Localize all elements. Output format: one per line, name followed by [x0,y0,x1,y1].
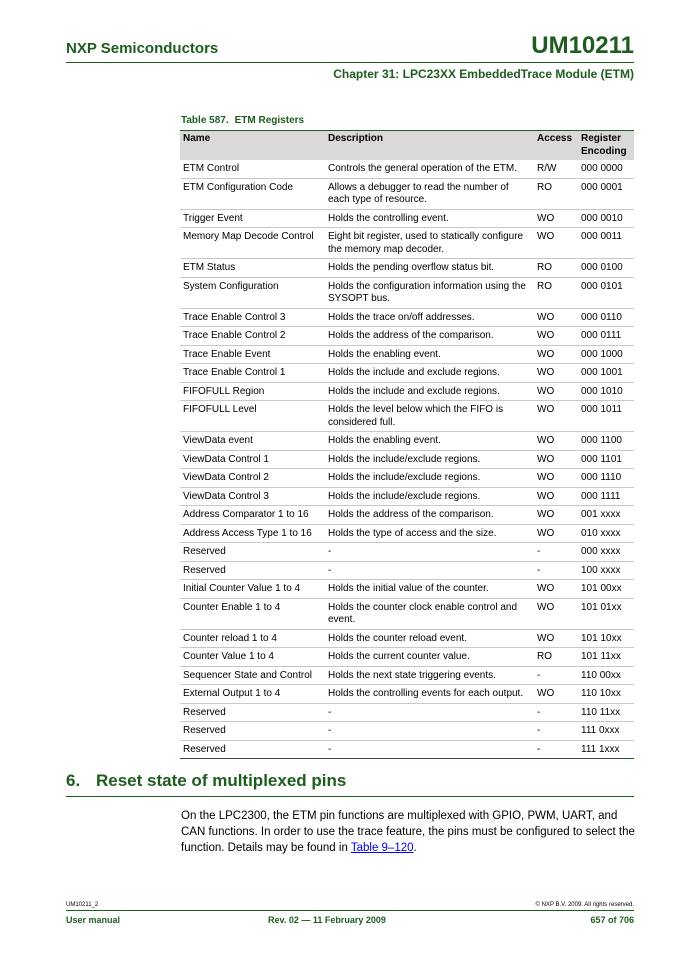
table-row [180,327,634,346]
register-description-cell: Holds the configuration information using the SYSOPT bus. [325,277,534,308]
register-access-cell: WO [534,487,578,506]
section-paragraph [181,808,636,856]
register-encoding-cell: 000 0010 [578,209,634,228]
table-row [180,178,634,209]
table-row [180,487,634,506]
register-encoding-cell: 000 1000 [578,345,634,364]
register-encoding-cell: 000 1101 [578,450,634,469]
register-access-cell: - [534,666,578,685]
register-description-cell: Holds the counter reload event. [325,629,534,648]
register-encoding-cell: 000 0101 [578,277,634,308]
register-access-cell: WO [534,629,578,648]
register-access-cell: - [534,740,578,759]
register-name-cell: ViewData Control 2 [180,469,325,488]
register-description-cell: Holds the include/exclude regions. [325,450,534,469]
register-description-cell: Holds the address of the comparison. [325,327,534,346]
table-caption [181,115,310,126]
register-name-cell: ViewData event [180,432,325,451]
register-name-cell: ETM Status [180,259,325,278]
section-title: Reset state of multiplexed pins [96,771,347,790]
table-row [180,629,634,648]
register-encoding-cell: 110 00xx [578,666,634,685]
register-description-cell: Holds the type of access and the size. [325,524,534,543]
header-divider [66,62,634,63]
register-encoding-cell: 110 10xx [578,685,634,704]
register-name-cell: Address Comparator 1 to 16 [180,506,325,525]
table-row [180,345,634,364]
register-encoding-cell: 000 0100 [578,259,634,278]
table-row [180,506,634,525]
table-row [180,524,634,543]
register-access-cell: - [534,703,578,722]
register-access-cell: WO [534,450,578,469]
register-access-cell: WO [534,401,578,432]
register-description-cell: Holds the enabling event. [325,432,534,451]
register-name-cell: Trace Enable Control 2 [180,327,325,346]
register-name-cell: Sequencer State and Control [180,666,325,685]
table-header-row [180,131,634,161]
footer-doc-kind: User manual [66,915,121,925]
register-description-cell: Holds the controlling event. [325,209,534,228]
register-name-cell: ViewData Control 1 [180,450,325,469]
register-description-cell: Controls the general operation of the ETM. [325,160,534,178]
register-name-cell: Reserved [180,543,325,562]
table-row [180,259,634,278]
table-row [180,543,634,562]
column-header-name: Name [180,131,325,161]
table-row [180,450,634,469]
register-access-cell: WO [534,364,578,383]
register-encoding-cell: 000 0000 [578,160,634,178]
register-description-cell: - [325,722,534,741]
register-access-cell: - [534,722,578,741]
register-access-cell: R/W [534,160,578,178]
chapter-title: Chapter 31: LPC23XX EmbeddedTrace Module (ETM) [333,67,634,81]
register-name-cell: External Output 1 to 4 [180,685,325,704]
footer-doc-code: UM10211_2 [66,902,99,908]
register-access-cell: WO [534,598,578,629]
register-encoding-cell: 100 xxxx [578,561,634,580]
register-encoding-cell: 000 1111 [578,487,634,506]
register-encoding-cell: 000 1010 [578,382,634,401]
register-description-cell: - [325,740,534,759]
register-access-cell: WO [534,432,578,451]
register-name-cell: ETM Control [180,160,325,178]
register-description-cell: Holds the include and exclude regions. [325,364,534,383]
table-title: ETM Registers [234,115,305,126]
section-divider [66,796,634,797]
table-row [180,580,634,599]
footer-revision: Rev. 02 — 11 February 2009 [268,915,386,925]
register-name-cell: Counter reload 1 to 4 [180,629,325,648]
register-description-cell: Holds the counter clock enable control and event. [325,598,534,629]
register-encoding-cell: 111 1xxx [578,740,634,759]
table-row [180,401,634,432]
register-encoding-cell: 000 xxxx [578,543,634,562]
register-encoding-cell: 110 11xx [578,703,634,722]
footer-page-number: 657 of 706 [590,915,634,925]
register-encoding-cell: 000 0110 [578,308,634,327]
register-encoding-cell: 101 01xx [578,598,634,629]
register-encoding-cell: 000 0111 [578,327,634,346]
register-access-cell: RO [534,277,578,308]
register-name-cell: Trace Enable Control 1 [180,364,325,383]
table-row [180,722,634,741]
table-row [180,308,634,327]
register-encoding-cell: 000 0001 [578,178,634,209]
table-row [180,364,634,383]
register-access-cell: WO [534,327,578,346]
table-row [180,160,634,178]
register-name-cell: Address Access Type 1 to 16 [180,524,325,543]
register-name-cell: Reserved [180,561,325,580]
register-name-cell: Counter Enable 1 to 4 [180,598,325,629]
table-row [180,228,634,259]
table-body [180,160,634,759]
register-name-cell: Trace Enable Event [180,345,325,364]
register-access-cell: RO [534,648,578,667]
paragraph-end: . [413,842,417,854]
register-encoding-cell: 000 1001 [578,364,634,383]
register-description-cell: Holds the pending overflow status bit. [325,259,534,278]
register-description-cell: Holds the initial value of the counter. [325,580,534,599]
footer-copyright: © NXP B.V. 2009. All rights reserved. [535,902,634,908]
register-access-cell: WO [534,506,578,525]
etm-registers-table [180,130,634,759]
register-access-cell: WO [534,580,578,599]
register-description-cell: - [325,703,534,722]
register-encoding-cell: 010 xxxx [578,524,634,543]
section-number: 6. [66,771,81,790]
table-link[interactable]: Table 9–120 [350,842,414,854]
register-name-cell: Reserved [180,740,325,759]
register-encoding-cell: 001 xxxx [578,506,634,525]
register-encoding-cell: 000 1011 [578,401,634,432]
register-name-cell: Trace Enable Control 3 [180,308,325,327]
table-row [180,432,634,451]
register-access-cell: RO [534,178,578,209]
register-description-cell: Eight bit register, used to statically configure the memory map decoder. [325,228,534,259]
register-encoding-cell: 101 00xx [578,580,634,599]
register-access-cell: WO [534,228,578,259]
column-header-access: Access [534,131,578,161]
document-id: UM10211 [531,32,634,59]
register-description-cell: Holds the include/exclude regions. [325,487,534,506]
register-encoding-cell: 000 1100 [578,432,634,451]
table-row [180,209,634,228]
register-access-cell: - [534,561,578,580]
table-row [180,740,634,759]
register-description-cell: Holds the trace on/off addresses. [325,308,534,327]
register-access-cell: WO [534,524,578,543]
register-name-cell: FIFOFULL Level [180,401,325,432]
register-access-cell: - [534,543,578,562]
register-access-cell: WO [534,685,578,704]
table-row [180,469,634,488]
paragraph-text: On the LPC2300, the ETM pin functions are multiplexed with GPIO, PWM, UART, and CAN functions. In order to use the trace feature, the pins must be configured to select the function. Details may be found in [181,810,635,854]
register-description-cell: Holds the current counter value. [325,648,534,667]
table-row [180,382,634,401]
register-access-cell: RO [534,259,578,278]
column-header-encoding: Register Encoding [578,131,634,161]
register-name-cell: Memory Map Decode Control [180,228,325,259]
register-access-cell: WO [534,469,578,488]
register-description-cell: Holds the enabling event. [325,345,534,364]
register-name-cell: ETM Configuration Code [180,178,325,209]
register-description-cell: Holds the controlling events for each output. [325,685,534,704]
register-description-cell: Allows a debugger to read the number of each type of resource. [325,178,534,209]
register-name-cell: Trigger Event [180,209,325,228]
register-access-cell: WO [534,345,578,364]
register-encoding-cell: 000 0011 [578,228,634,259]
register-description-cell: - [325,561,534,580]
register-access-cell: WO [534,382,578,401]
table-row [180,598,634,629]
table-row [180,685,634,704]
register-access-cell: WO [534,209,578,228]
register-encoding-cell: 101 11xx [578,648,634,667]
company-name: NXP Semiconductors [66,40,219,57]
section-heading [66,771,346,791]
register-name-cell: System Configuration [180,277,325,308]
register-access-cell: WO [534,308,578,327]
table-label: Table 587. [181,115,229,126]
register-name-cell: Counter Value 1 to 4 [180,648,325,667]
register-encoding-cell: 000 1110 [578,469,634,488]
register-description-cell: Holds the address of the comparison. [325,506,534,525]
register-description-cell: - [325,543,534,562]
footer-divider [66,910,634,911]
table-row [180,277,634,308]
register-description-cell: Holds the include/exclude regions. [325,469,534,488]
table-row [180,666,634,685]
register-name-cell: Initial Counter Value 1 to 4 [180,580,325,599]
register-name-cell: FIFOFULL Region [180,382,325,401]
table-row [180,561,634,580]
register-name-cell: ViewData Control 3 [180,487,325,506]
table-row [180,648,634,667]
table-row [180,703,634,722]
register-description-cell: Holds the level below which the FIFO is considered full. [325,401,534,432]
column-header-description: Description [325,131,534,161]
register-name-cell: Reserved [180,722,325,741]
register-description-cell: Holds the include and exclude regions. [325,382,534,401]
register-encoding-cell: 111 0xxx [578,722,634,741]
register-encoding-cell: 101 10xx [578,629,634,648]
register-description-cell: Holds the next state triggering events. [325,666,534,685]
register-name-cell: Reserved [180,703,325,722]
